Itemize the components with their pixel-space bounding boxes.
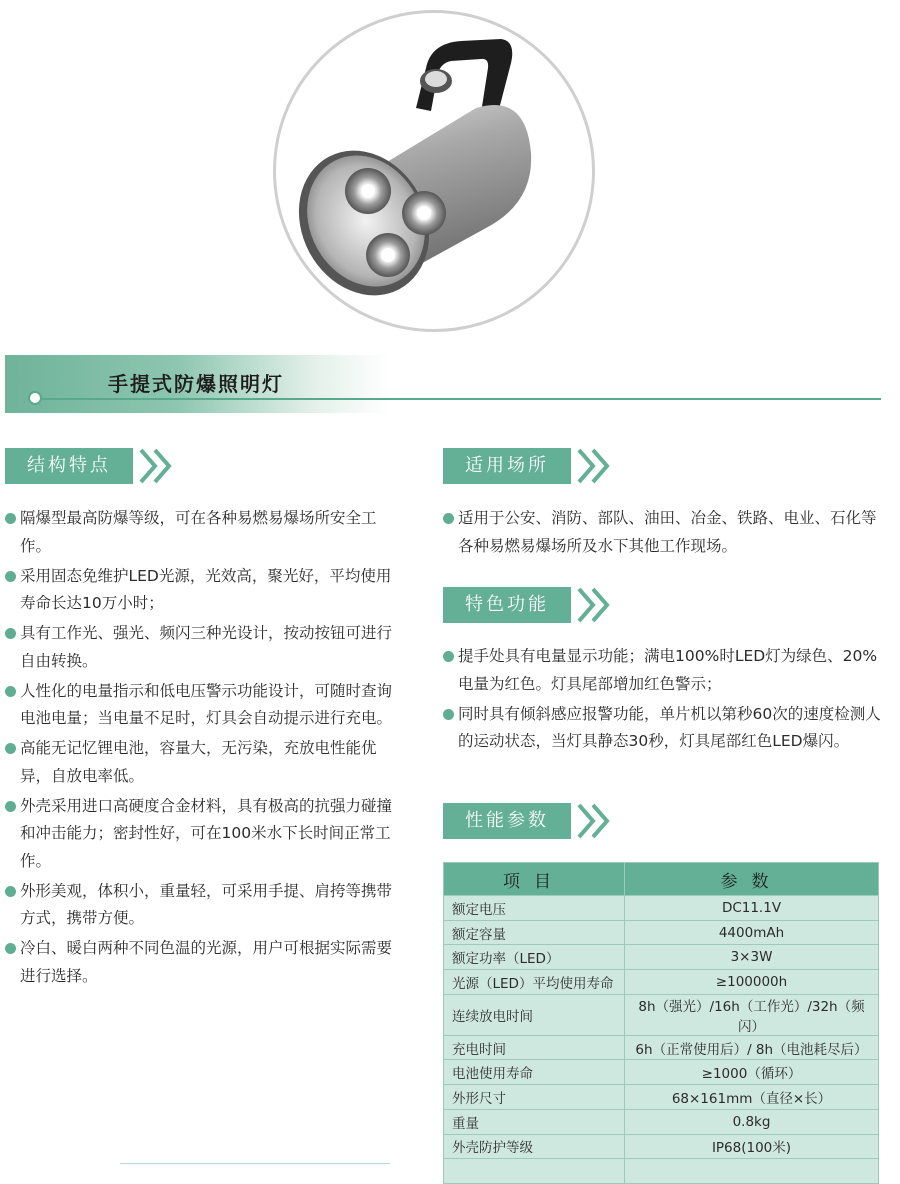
params-table [443,862,879,1184]
param-name: 电池使用寿命 [444,1060,625,1085]
param-name: 重量 [444,1109,625,1134]
section-label: 结构特点 [5,448,133,484]
list-item: 提手处具有电量显示功能；满电100%时LED灯为绿色、20%电量为红色。灯具尾部增加红色警示； [443,643,883,698]
bullet-dot-icon [5,943,16,954]
param-name [444,1159,625,1184]
table-row [444,1109,879,1134]
bullet-dot-icon [443,513,454,524]
list-item: 冷白、暖白两种不同色温的光源，用户可根据实际需要进行选择。 [5,935,397,990]
param-name: 外形尺寸 [444,1085,625,1110]
list-item: 高能无记忆锂电池，容量大，无污染，充放电性能优异，自放电率低。 [5,735,397,790]
bullet-dot-icon [5,686,16,697]
bullet-dot-icon [443,651,454,662]
bottom-divider [120,1163,390,1164]
explosion-proof-flashlight-image [276,13,592,329]
param-value: ≥1000（循环） [625,1060,879,1085]
section-label: 性能参数 [443,803,571,839]
list-item: 具有工作光、强光、频闪三种光设计，按动按钮可进行自由转换。 [5,620,397,675]
product-image-frame [273,10,595,332]
column-header-value: 参数 [625,863,879,896]
bullet-dot-icon [5,886,16,897]
param-name: 外壳防护等级 [444,1134,625,1159]
list-item: 人性化的电量指示和低电压警示功能设计，可随时查询电池电量；当电量不足时，灯具会自动提示进行充电。 [5,678,397,733]
table-row [444,994,879,1035]
title-dot-icon [28,391,42,405]
double-chevron-right-icon [575,585,615,625]
bullet-dot-icon [443,709,454,720]
table-row [444,1134,879,1159]
param-value: 0.8kg [625,1109,879,1134]
bullet-dot-icon [5,571,16,582]
param-value: 8h（强光）/16h（工作光）/32h（频闪） [625,994,879,1035]
table-row [444,1159,879,1184]
bullet-dot-icon [5,628,16,639]
table-row [444,970,879,995]
title-divider [36,398,881,400]
param-value [625,1159,879,1184]
param-name: 连续放电时间 [444,994,625,1035]
bullet-dot-icon [5,743,16,754]
table-row [444,896,879,921]
double-chevron-right-icon [575,446,615,486]
double-chevron-right-icon [137,446,177,486]
param-name: 额定功率（LED） [444,945,625,970]
bullet-dot-icon [5,801,16,812]
table-row [444,945,879,970]
section-label: 特色功能 [443,587,571,623]
param-value: ≥100000h [625,970,879,995]
param-name: 光源（LED）平均使用寿命 [444,970,625,995]
param-value: 3×3W [625,945,879,970]
page-title: 手提式防爆照明灯 [108,372,284,396]
list-item: 外形美观，体积小，重量轻，可采用手提、肩挎等携带方式，携带方便。 [5,878,397,933]
param-value: 4400mAh [625,920,879,945]
param-name: 充电时间 [444,1035,625,1060]
table-row [444,920,879,945]
list-item: 隔爆型最高防爆等级，可在各种易燃易爆场所安全工作。 [5,505,397,560]
list-item: 采用固态免维护LED光源，光效高，聚光好，平均使用寿命长达10万小时； [5,563,397,618]
param-value: 68×161mm（直径×长） [625,1085,879,1110]
column-header-item: 项目 [444,863,625,896]
param-value: IP68(100米) [625,1134,879,1159]
list-item: 同时具有倾斜感应报警功能，单片机以第秒60次的速度检测人的运动状态，当灯具静态30秒，灯具尾部红色LED爆闪。 [443,701,883,756]
table-row [444,1085,879,1110]
structure-list [5,505,397,993]
table-row [444,1060,879,1085]
param-value: DC11.1V [625,896,879,921]
section-label: 适用场所 [443,448,571,484]
param-name: 额定电压 [444,896,625,921]
bullet-dot-icon [5,513,16,524]
list-item: 外壳采用进口高硬度合金材料，具有极高的抗强力碰撞和冲击能力；密封性好，可在100米水下长时间正常工作。 [5,793,397,876]
param-name: 额定容量 [444,920,625,945]
features-list [443,643,883,758]
double-chevron-right-icon [575,801,615,841]
list-item: 适用于公安、消防、部队、油田、冶金、铁路、电业、石化等各种易燃易爆场所及水下其他工作现场。 [443,505,883,560]
applicable-list [443,505,883,563]
table-header-row [444,863,879,896]
table-row [444,1035,879,1060]
param-value: 6h（正常使用后）/ 8h（电池耗尽后） [625,1035,879,1060]
